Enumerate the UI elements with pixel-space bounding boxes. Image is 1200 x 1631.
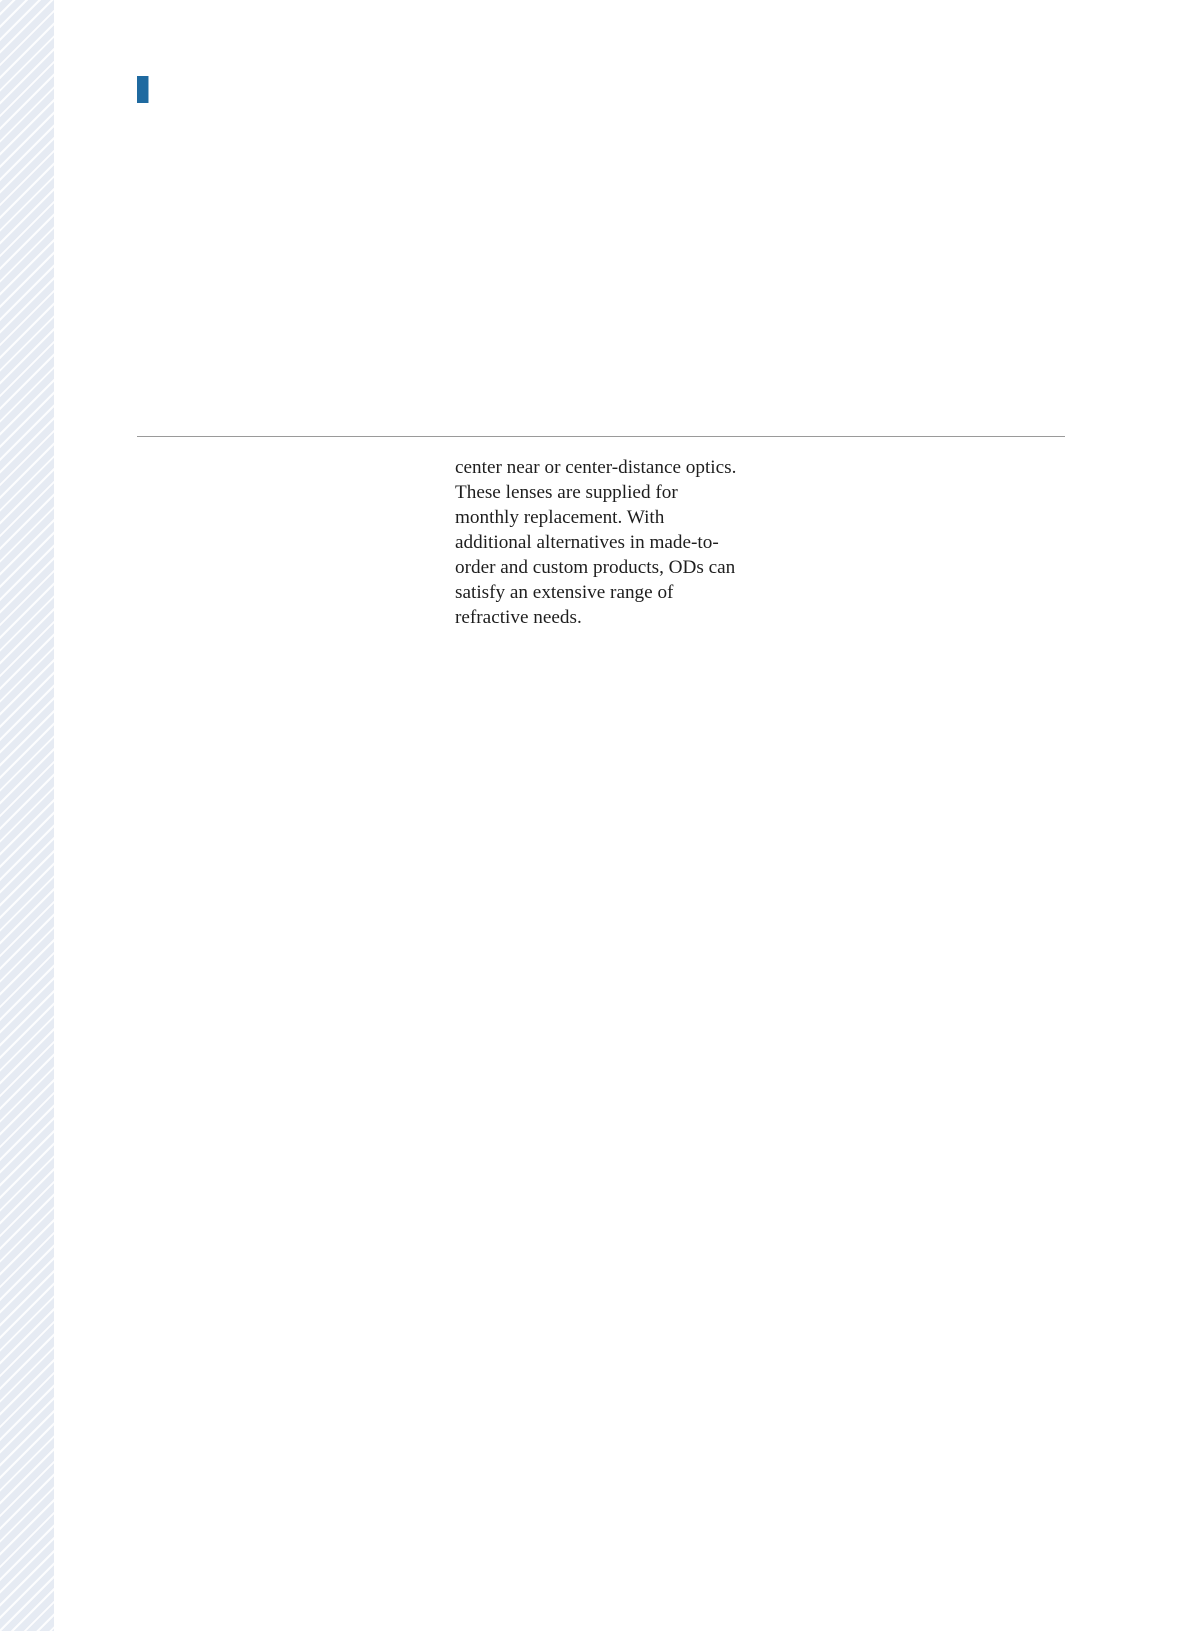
- drop-cap: [133, 459, 223, 603]
- soft-tail: center near or center-distance optics. These lenses are supplied for monthly replacement. With additional alternatives in made-to-order and custom products, ODs can satisfy an extensive range of refractive needs.: [455, 457, 737, 628]
- column-1: [137, 455, 427, 603]
- top-divider: [137, 436, 1065, 437]
- side-stripe-decoration: [0, 0, 54, 1631]
- business-tag: [137, 76, 148, 103]
- column-2-content: [455, 455, 745, 630]
- section-header: [137, 76, 145, 103]
